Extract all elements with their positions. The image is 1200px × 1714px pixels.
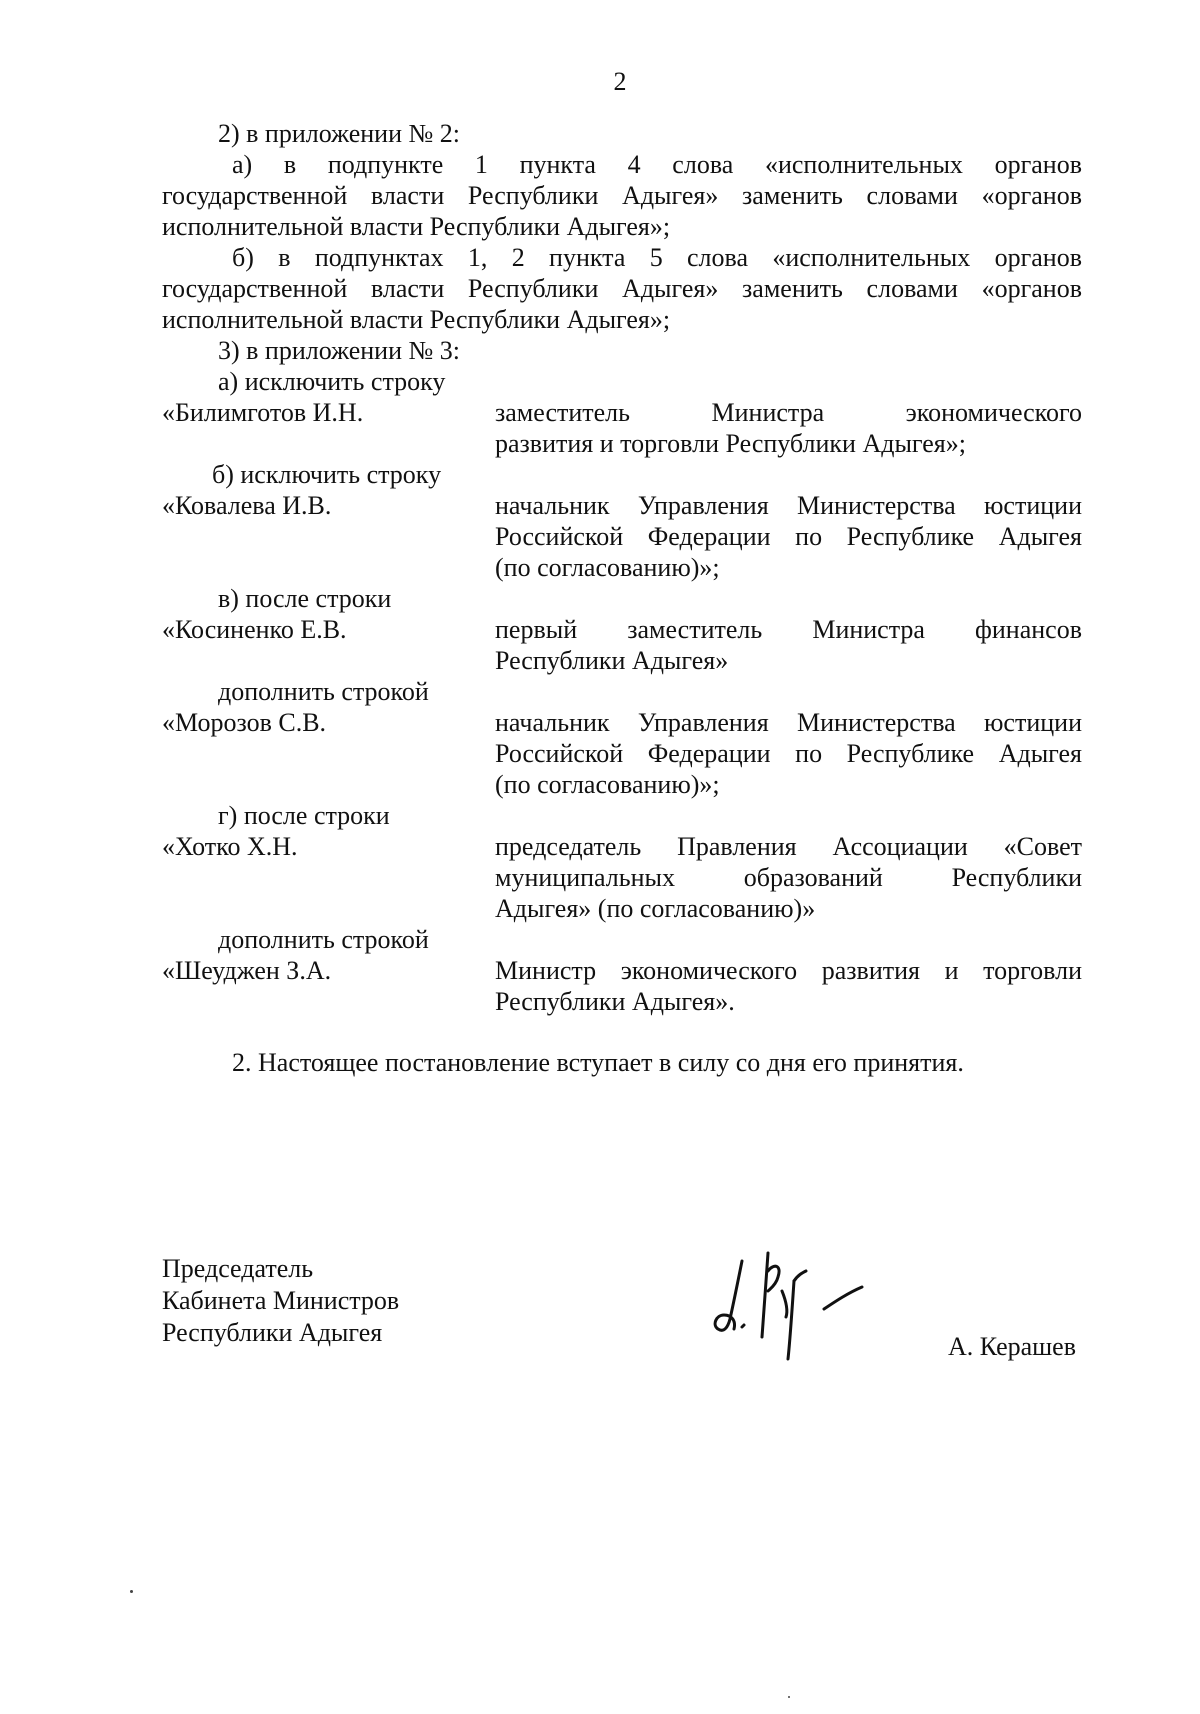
item3-v-add-label: дополнить строкой: [218, 677, 429, 706]
final-clause: 2. Настоящее постановление вступает в силу со дня его принятия.: [232, 1048, 964, 1077]
page-number: 2: [613, 67, 627, 96]
item2-b-line-3: исполнительной власти Республики Адыгея»;: [162, 305, 671, 334]
entry-khotko: [162, 831, 1082, 924]
item2-a-line-1: а) в подпункте 1 пункта 4 слова «исполнительных органов: [232, 150, 1082, 179]
entry-name: «Косиненко Е.В.: [162, 615, 347, 644]
item3-b-label: б) исключить строку: [212, 460, 442, 489]
entry-name: «Шеуджен З.А.: [162, 956, 332, 985]
entry-kovaleva: [162, 490, 1082, 583]
entry-name: «Билимготов И.Н.: [162, 398, 364, 427]
signer-name: А. Керашев: [947, 1332, 1076, 1361]
item3-heading: 3) в приложении № 3:: [218, 336, 461, 365]
entry-desc: Министр экономического развития и торговли Республики Адыгея».: [495, 956, 1082, 1016]
entry-desc: первый заместитель Министра финансов Республики Адыгея»: [495, 615, 1082, 675]
item3-g-add-label: дополнить строкой: [218, 925, 429, 954]
entry-name: «Ковалева И.В.: [162, 491, 332, 520]
signature-block: [162, 1253, 1082, 1361]
item3-a-label: а) исключить строку: [218, 367, 446, 396]
entry-desc: начальник Управления Министерства юстиции Российской Федерации по Республике Адыгея (по согласованию)»;: [495, 708, 1082, 799]
item3-v-label: в) после строки: [218, 584, 392, 613]
entry-desc: заместитель Министра экономического развития и торговли Республики Адыгея»;: [495, 398, 1082, 458]
entry-bilimgotov: [162, 397, 1082, 459]
entry-name: «Морозов С.В.: [162, 708, 327, 737]
scan-speck: [130, 1590, 133, 1593]
entry-morozov: [162, 707, 1082, 800]
document-body: [162, 118, 1082, 1078]
item2-heading: 2) в приложении № 2:: [218, 119, 461, 148]
item2-b-line-2: государственной власти Республики Адыгея» заменить словами «органов: [162, 274, 1082, 303]
entry-desc: начальник Управления Министерства юстиции Российской Федерации по Республике Адыгея (по согласованию)»;: [495, 491, 1082, 582]
item3-g-label: г) после строки: [218, 801, 390, 830]
item2-b-line-1: б) в подпунктах 1, 2 пункта 5 слова «исполнительных органов: [232, 243, 1082, 272]
signer-title: Председатель Кабинета Министров Республики Адыгея: [162, 1254, 400, 1347]
entry-desc: председатель Правления Ассоциации «Совет муниципальных образований Республики Адыгея» (по согласованию)»: [495, 832, 1082, 923]
entry-sheudzhen: [162, 955, 1082, 1017]
entry-kosinenko: [162, 614, 1082, 676]
item2-a-line-3: исполнительной власти Республики Адыгея»;: [162, 212, 671, 241]
handwritten-signature: [702, 1241, 882, 1361]
scan-speck: [788, 1696, 790, 1698]
entry-name: «Хотко Х.Н.: [162, 832, 298, 861]
item2-a-line-2: государственной власти Республики Адыгея» заменить словами «органов: [162, 181, 1082, 210]
